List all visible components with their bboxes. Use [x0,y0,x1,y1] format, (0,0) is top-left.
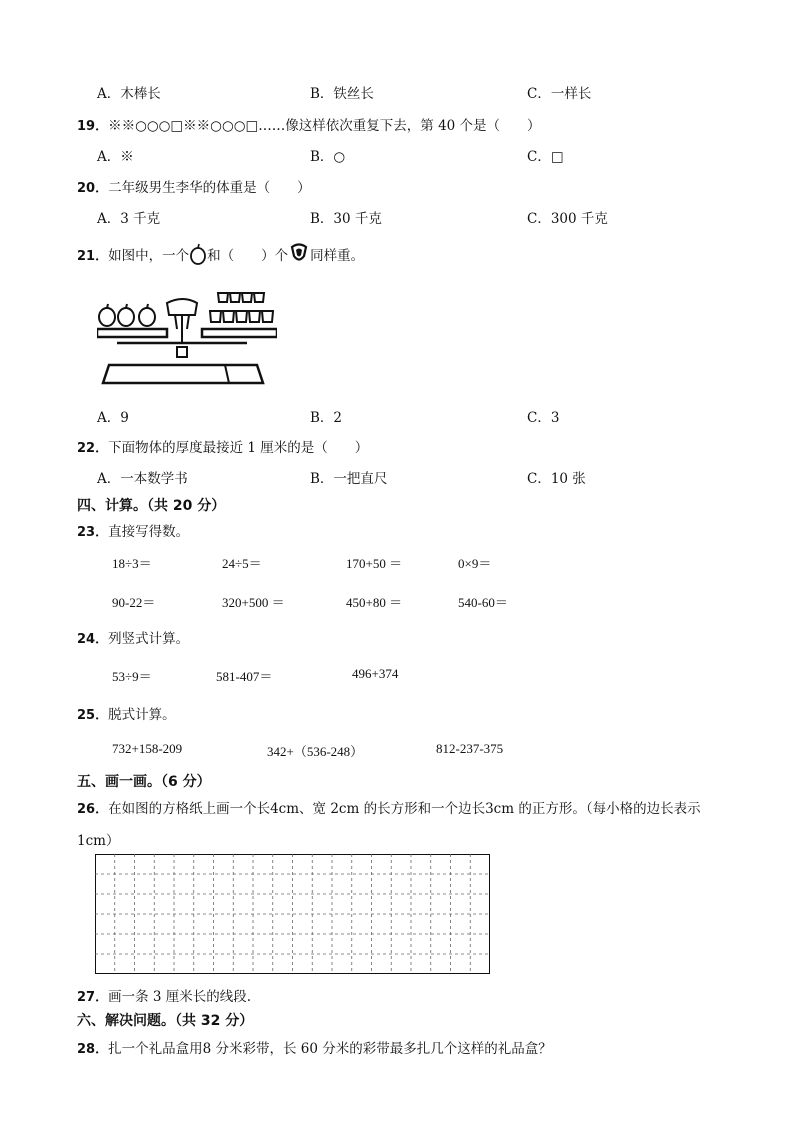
strawberry-icon [223,311,234,322]
question-26 [77,797,701,817]
strawberry-icon [262,311,273,322]
q22-option-b: B．一把直尺 [310,471,388,487]
strawberry-icon [210,311,221,322]
question-number: 22． [77,441,109,456]
question-number: 19． [77,119,109,134]
strawberry-icon [230,293,240,302]
strawberry-icon [288,243,310,269]
question-text: 脱式计算。 [108,707,176,723]
strawberry-icon [218,293,228,302]
q25-item: 732+158-209 [112,741,183,756]
q18-option-a: A．木棒长 [97,86,161,102]
q24-item: 53÷9＝ [112,669,152,684]
question-26-text-line2: 1cm） [77,833,120,849]
q23-item: 320+500 ＝ [222,595,285,610]
question-21 [77,243,364,269]
question-number: 23． [77,525,109,540]
balance-scale-illustration [97,285,277,389]
strawberry-icon [249,311,260,322]
question-number: 26． [77,802,109,817]
question-text: 列竖式计算。 [108,631,190,647]
question-27 [77,985,251,1005]
question-number: 27． [77,990,109,1005]
q21-option-b: B．2 [310,410,343,426]
q23-item: 540-60＝ [458,595,508,610]
section-5-title: 五、画一画。（6 分） [77,774,211,790]
question-28 [77,1037,552,1057]
strawberry-icon [242,293,252,302]
q19-option-b: B．○ [310,149,346,165]
apple-icon [99,304,115,326]
question-text: 二年级男生李华的体重是（ ） [108,180,311,196]
question-20 [77,176,311,196]
q25-item: 812-237-375 [436,741,504,756]
q20-option-b: B．30 千克 [310,211,382,227]
q24-item: 581-407＝ [216,669,273,684]
q24-item: 496+374 [352,666,399,681]
q23-item: 18÷3＝ [112,556,152,571]
question-number: 28． [77,1042,109,1057]
strawberry-icon [254,293,264,302]
apple-icon [189,243,207,269]
q21-option-c: C．3 [527,410,560,426]
question-24 [77,627,189,647]
q22-option-a: A．一本数学书 [97,471,188,487]
q23-item: 0×9＝ [458,556,492,571]
question-text-part: 如图中，一个 [108,248,190,264]
q19-option-a: A．※ [97,149,134,165]
question-text: 扎一个礼品盒用8 分米彩带，长 60 分米的彩带最多扎几个这样的礼品盒？ [108,1041,552,1057]
question-text: ※※○○○□※※○○○□……像这样依次重复下去，第 40 个是（ ） [108,118,541,134]
q20-option-c: C．300 千克 [527,211,608,227]
q25-item: 342+（536-248） [267,744,364,759]
question-number: 21． [77,249,109,264]
question-text: 在如图的方格纸上画一个长4cm、宽 2cm 的长方形和一个边长3cm 的正方形。（每小格的边长表示 [108,801,701,817]
question-text: 直接写得数。 [108,524,190,540]
strawberry-icon [236,311,247,322]
question-text-part: 和（ ）个 [207,248,289,264]
apple-icon [139,304,155,326]
apple-icon [118,304,134,326]
q23-item: 170+50 ＝ [346,556,403,571]
q23-item: 24÷5＝ [222,556,262,571]
question-22 [77,436,368,456]
q19-option-c: C．□ [527,149,564,165]
question-25 [77,703,176,723]
question-19 [77,114,541,134]
q18-option-b: B．铁丝长 [310,86,374,102]
question-number: 20． [77,181,109,196]
question-23 [77,520,189,540]
section-4-title: 四、计算。（共 20 分） [77,498,226,514]
q22-option-c: C．10 张 [527,471,586,487]
q23-item: 450+80 ＝ [346,595,403,610]
question-number: 25． [77,708,109,723]
section-6-title: 六、解决问题。（共 32 分） [77,1013,254,1029]
q23-item: 90-22＝ [112,595,156,610]
question-number: 24． [77,632,109,647]
q18-option-c: C．一样长 [527,86,592,102]
q21-option-a: A．9 [97,410,129,426]
q20-option-a: A．3 千克 [97,211,161,227]
question-text: 画一条 3 厘米长的线段. [108,989,252,1005]
grid-paper[interactable] [95,854,490,974]
question-text: 下面物体的厚度最接近 1 厘米的是（ ） [108,440,369,456]
question-text-part: 同样重。 [310,248,365,264]
